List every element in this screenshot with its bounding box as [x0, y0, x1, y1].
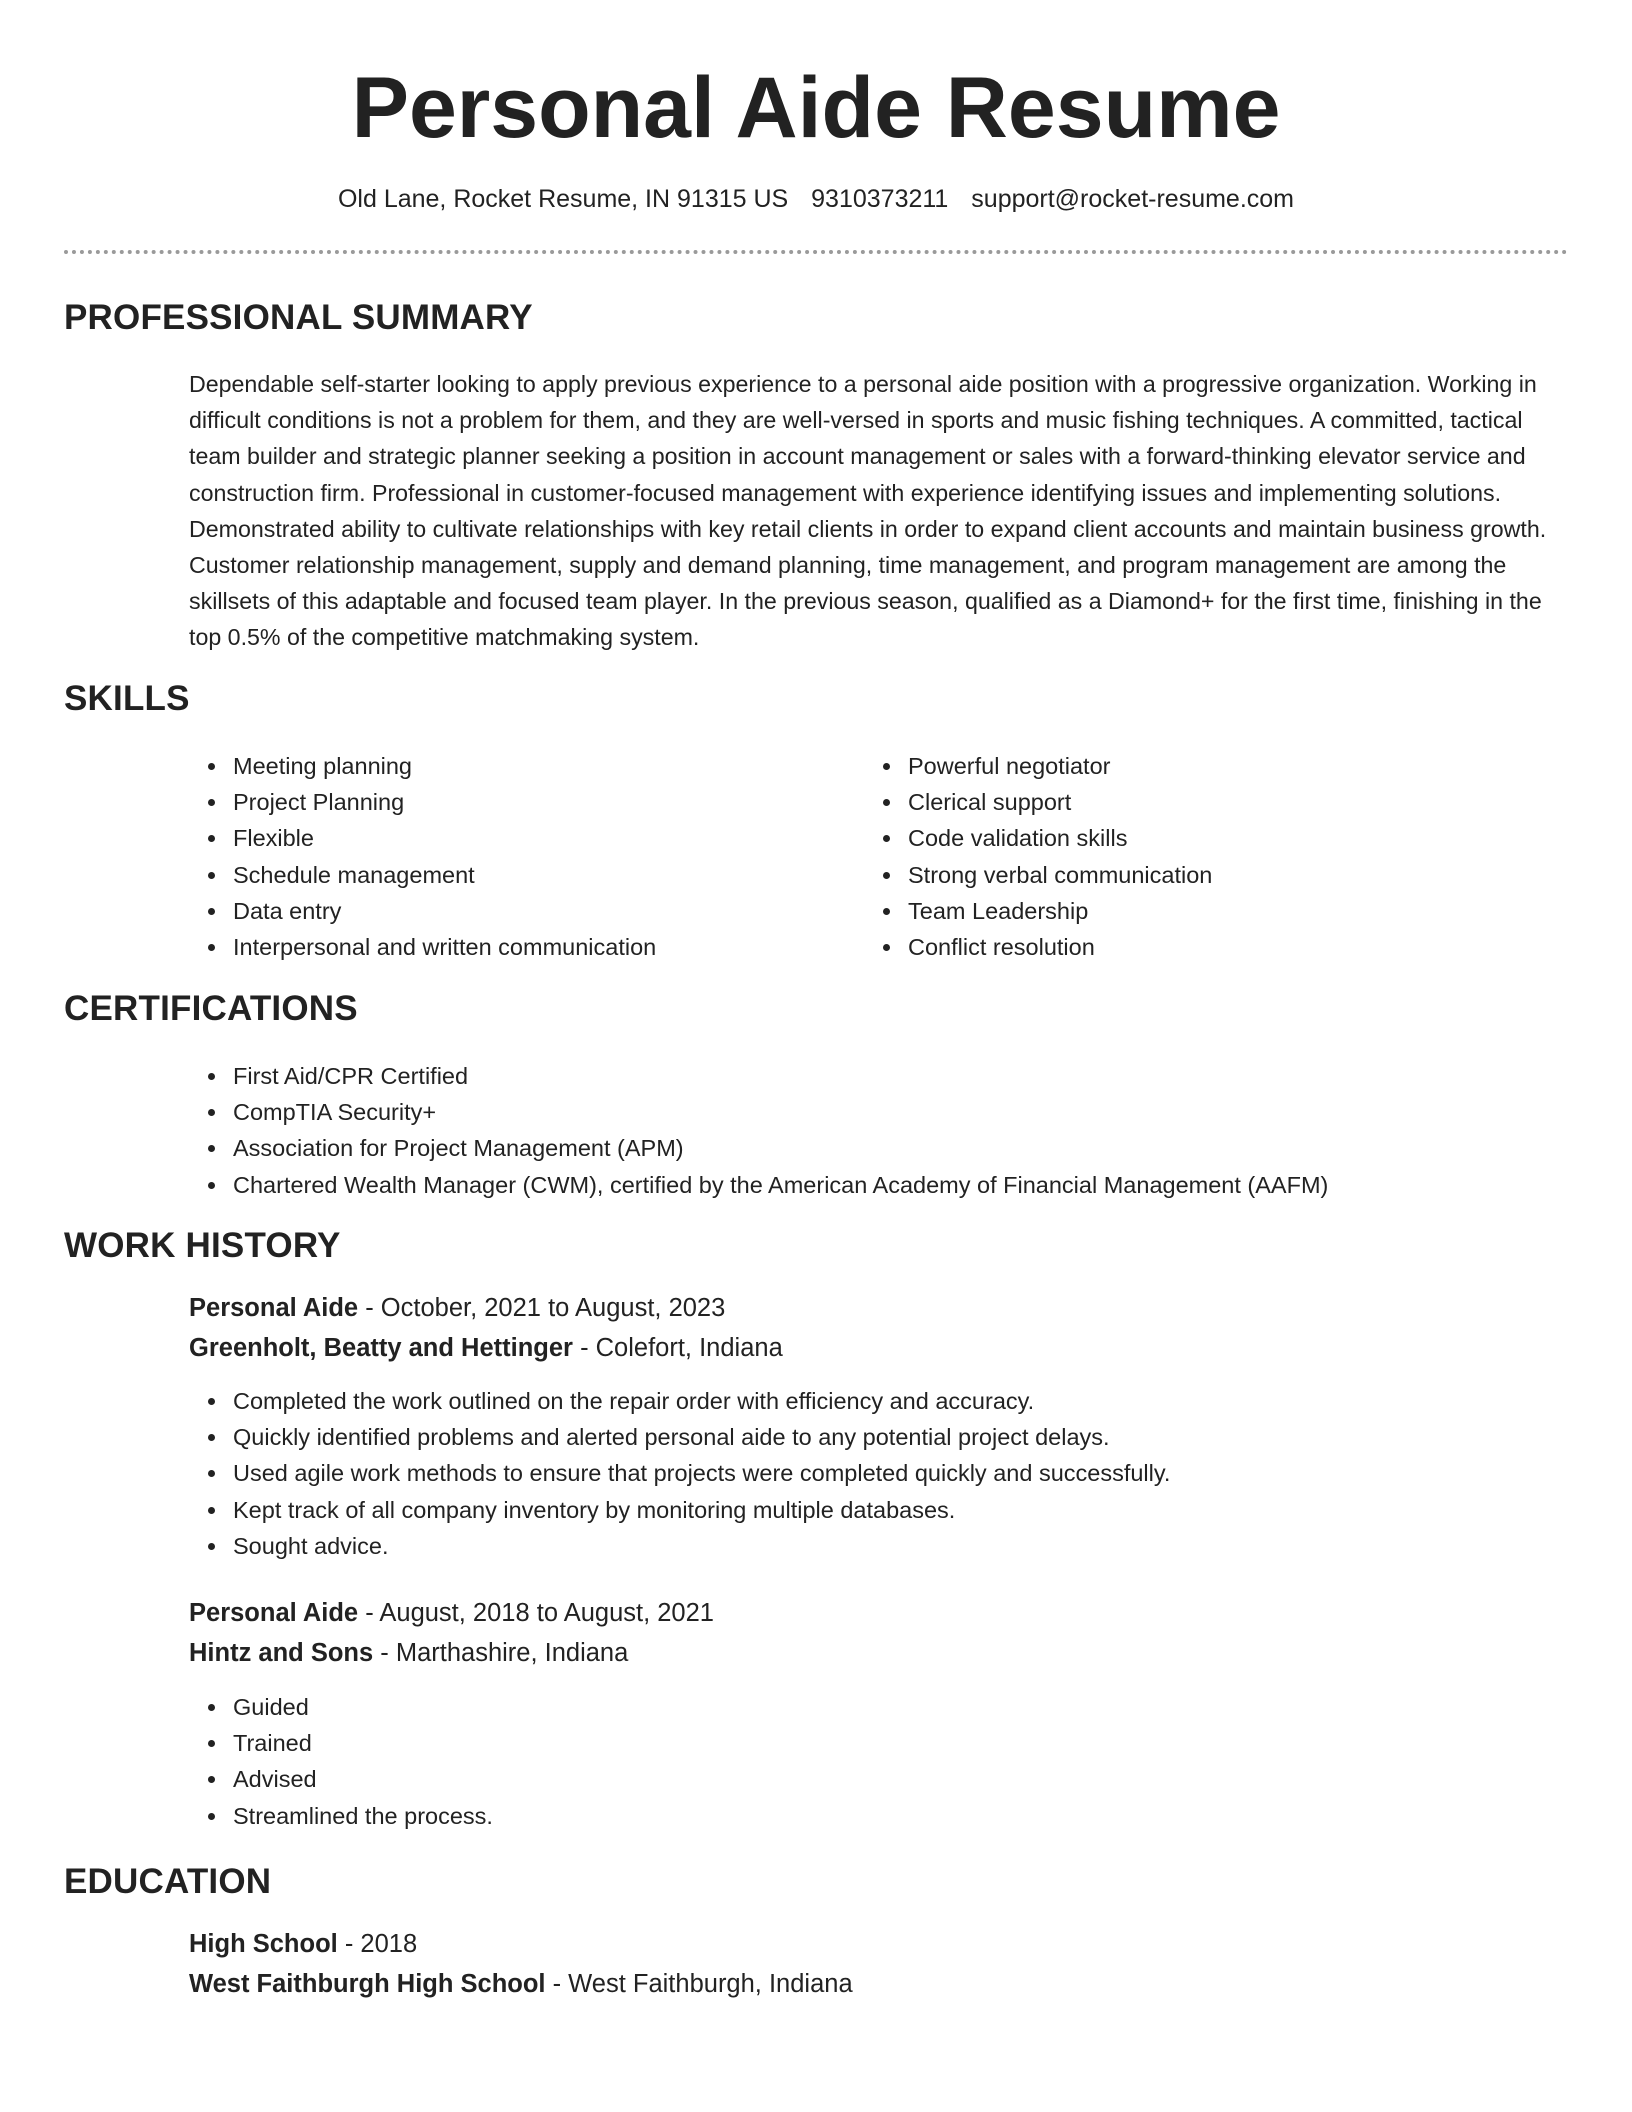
job-duties-list — [189, 1689, 493, 1834]
list-item: Team Leadership — [864, 893, 1212, 929]
job-duties-list — [189, 1383, 1170, 1564]
job-location: - Colefort, Indiana — [572, 1334, 783, 1362]
education-school: West Faithburgh High School — [189, 1970, 546, 1998]
job-title: Personal Aide — [189, 1294, 359, 1322]
list-item: Flexible — [189, 820, 656, 856]
list-item: First Aid/CPR Certified — [189, 1058, 1328, 1094]
list-item: Trained — [189, 1725, 493, 1761]
list-item: Data entry — [189, 893, 656, 929]
resume-title: Personal Aide Resume — [351, 60, 1281, 156]
list-item: Kept track of all company inventory by monitoring multiple databases. — [189, 1492, 1170, 1528]
job-title: Personal Aide — [189, 1599, 359, 1627]
job-company: Greenholt, Beatty and Hettinger — [189, 1334, 573, 1362]
list-item: Meeting planning — [189, 748, 656, 784]
skills-list-right — [864, 748, 1212, 965]
job-location: - Marthashire, Indiana — [373, 1639, 629, 1667]
contact-line — [0, 182, 1632, 216]
list-item: Association for Project Management (APM) — [189, 1130, 1328, 1166]
job-company: Hintz and Sons — [189, 1639, 374, 1667]
list-item: Powerful negotiator — [864, 748, 1212, 784]
contact-email: support@rocket-resume.com — [971, 185, 1295, 213]
education-school-line — [189, 1966, 853, 2002]
list-item: Strong verbal communication — [864, 857, 1212, 893]
skills-heading: SKILLS — [64, 679, 190, 718]
list-item: Guided — [189, 1689, 493, 1725]
list-item: CompTIA Security+ — [189, 1094, 1328, 1130]
education-degree: High School — [189, 1930, 338, 1958]
job-company-line — [189, 1330, 783, 1366]
list-item: Conflict resolution — [864, 929, 1212, 965]
education-heading: EDUCATION — [64, 1862, 272, 1901]
work-history-heading: WORK HISTORY — [64, 1226, 341, 1265]
list-item: Streamlined the process. — [189, 1798, 493, 1834]
header-divider — [64, 250, 1568, 254]
list-item: Code validation skills — [864, 820, 1212, 856]
summary-text: Dependable self-starter looking to apply previous experience to a personal aide position with a progressive organization. Working in difficult conditions is not a problem for them, and they are well-versed in sports and music fishing techniques. A committed, tactical team builder and strategic planner seeking a position in account management or sales with a forward-thinking elevator service and construction firm. Professional in customer-focused management with experience identifying issues and implementing solutions. Demonstrated ability to cultivate relationships with key retail clients in order to expand client accounts and maintain business growth. Customer relationship management, supply and demand planning, time management, and program management are among the skillsets of this adaptable and focused team player. In the previous season, qualified as a Diamond+ for the first time, finishing in the top 0.5% of the competitive matchmaking system. — [189, 371, 1547, 651]
job-title-line — [189, 1595, 714, 1631]
education-degree-line — [189, 1926, 417, 1962]
certifications-heading: CERTIFICATIONS — [64, 989, 358, 1028]
contact-phone: 9310373211 — [811, 185, 949, 213]
certifications-list — [189, 1058, 1328, 1203]
list-item: Clerical support — [864, 784, 1212, 820]
job-dates: - October, 2021 to August, 2023 — [358, 1294, 726, 1322]
job-dates: - August, 2018 to August, 2021 — [358, 1599, 714, 1627]
job-title-line — [189, 1290, 725, 1326]
list-item: Chartered Wealth Manager (CWM), certified by the American Academy of Financial Management (AAFM) — [189, 1167, 1328, 1203]
summary-heading: PROFESSIONAL SUMMARY — [64, 298, 533, 337]
list-item: Interpersonal and written communication — [189, 929, 656, 965]
list-item: Sought advice. — [189, 1528, 1170, 1564]
education-location: - West Faithburgh, Indiana — [545, 1970, 853, 1998]
list-item: Project Planning — [189, 784, 656, 820]
contact-address: Old Lane, Rocket Resume, IN 91315 US — [337, 185, 789, 213]
list-item: Completed the work outlined on the repair order with efficiency and accuracy. — [189, 1383, 1170, 1419]
list-item: Used agile work methods to ensure that projects were completed quickly and successfully. — [189, 1455, 1170, 1491]
job-company-line — [189, 1635, 628, 1671]
list-item: Schedule management — [189, 857, 656, 893]
education-year: - 2018 — [337, 1930, 418, 1958]
list-item: Advised — [189, 1761, 493, 1797]
skills-list-left — [189, 748, 656, 965]
list-item: Quickly identified problems and alerted personal aide to any potential project delays. — [189, 1419, 1170, 1455]
